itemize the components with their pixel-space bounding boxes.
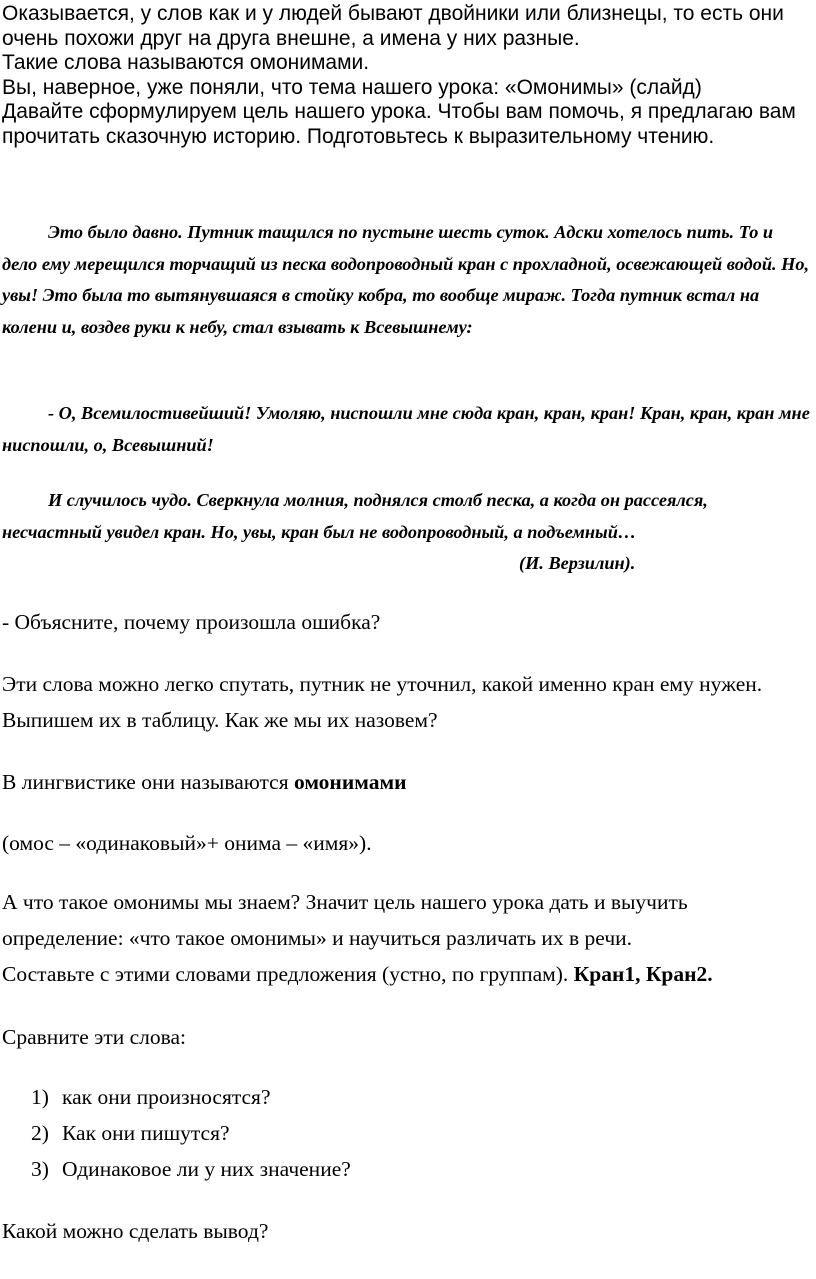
etymology-text: (омос – «одинаковый»+ онима – «имя»). — [2, 831, 372, 855]
task-words: Кран1, Кран2. — [573, 962, 713, 986]
intro-paragraph: Давайте сформулируем цель нашего урока. Чтобы вам помочь, я предлагаю вам прочитать сказочную историю. Подготовьтесь к выразительному чтению. — [2, 100, 796, 148]
etymology-line — [2, 825, 814, 861]
goal-text: А что такое омонимы мы знаем? Значит цель нашего урока дать и выучить определение: «что такое омонимы» и научиться различать их в речи. — [2, 890, 688, 950]
list-text: как они произносятся? — [62, 1085, 271, 1109]
explanation-paragraph — [2, 666, 814, 738]
question-list — [31, 1079, 351, 1187]
list-number: 3) — [31, 1157, 49, 1181]
intro-paragraph: Вы, наверное, уже поняли, что тема нашего урока: «Омонимы» (слайд) — [2, 75, 702, 99]
list-text: Как они пишутся? — [62, 1121, 230, 1145]
list-item — [31, 1151, 351, 1187]
story-text: И случилось чудо. Сверкнула молния, поднялся столб песка, а когда он рассеялся, несчастный увидел кран. Но, увы, кран был не водопроводный, а подъемный… — [2, 490, 708, 542]
question-line — [2, 604, 814, 640]
linguistics-term: омонимами — [293, 770, 407, 794]
conclusion-line — [2, 1213, 814, 1249]
intro-paragraph: Оказывается, у слов как и у людей бывают двойники или близнецы, то есть они очень похожи друг на друга внешне, а имена у них разные. — [2, 2, 784, 50]
list-number: 2) — [31, 1121, 49, 1145]
list-item — [31, 1079, 351, 1115]
linguistics-text — [2, 764, 814, 800]
linguistics-line — [2, 764, 814, 800]
story-paragraph-2 — [2, 398, 810, 461]
story-text: Это было давно. Путник тащился по пустыне шесть суток. Адски хотелось пить. То и дело ему мерещился торчащий из песка водопроводный кран с прохладной, освежающей водой. Но, увы! Это была то вытянувшаяся в стойку кобра, то вообще мираж. Тогда путник встал на колени и, воздев руки к небу, стал взывать к Всевышнему: — [2, 222, 810, 337]
story-text: - О, Всемилостивейший! Умоляю, ниспошли мне сюда кран, кран, кран! Кран, кран, кран мне ниспошли, о, Всевышний! — [2, 403, 810, 455]
conclusion-text: Какой можно сделать вывод? — [2, 1219, 269, 1243]
list-number: 1) — [31, 1085, 49, 1109]
question-text: - Объясните, почему произошла ошибка? — [2, 610, 381, 634]
goal-paragraph — [2, 884, 814, 992]
explanation-text: Эти слова можно легко спутать, путник не уточнил, какой именно кран ему нужен. Выпишем их в таблицу. Как же мы их назовем? — [2, 672, 763, 732]
list-text: Одинаковое ли у них значение? — [62, 1157, 351, 1181]
story-paragraph-1 — [2, 217, 810, 343]
intro-section — [2, 2, 812, 150]
intro-paragraph: Такие слова называются омонимами. — [2, 51, 370, 75]
story-paragraph-3 — [2, 485, 810, 573]
task-prefix: Составьте с этими словами предложения (устно, по группам). — [2, 962, 574, 986]
linguistics-prefix: В лингвистике они называются — [2, 770, 294, 794]
list-item — [31, 1115, 351, 1151]
compare-line — [2, 1019, 814, 1055]
story-author: (И. Верзилин). — [519, 553, 636, 573]
compare-text: Сравните эти слова: — [2, 1025, 187, 1049]
task-text — [2, 956, 814, 992]
